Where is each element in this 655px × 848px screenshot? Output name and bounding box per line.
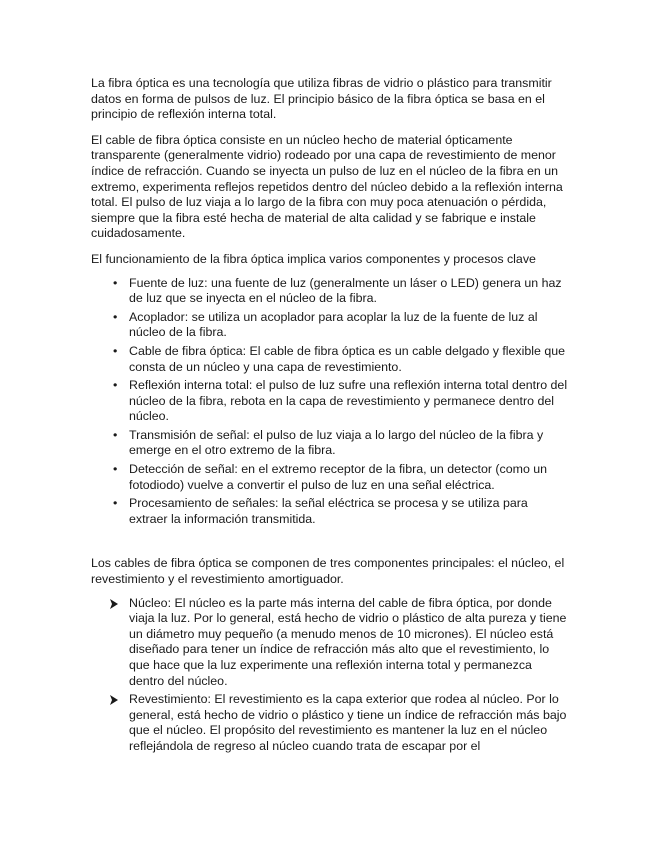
bullet-icon: •	[113, 309, 118, 324]
intro-paragraph: La fibra óptica es una tecnología que utiliza fibras de vidrio o plástico para transmitir datos en forma de pulsos de luz. El principio básico de la fibra óptica se basa en el principio de reflexión interna total.	[91, 76, 552, 122]
components-intro-paragraph: Los cables de fibra óptica se componen de tres componentes principales: el núcleo, el revestimiento y el revestimiento amortiguador.	[91, 556, 565, 587]
process-intro-paragraph: El funcionamiento de la fibra óptica implica varios componentes y procesos clave	[91, 251, 536, 266]
list-item: • Reflexión interna total: el pulso de luz sufre una reflexión interna total dentro del núcleo de la fibra, rebota en la capa de revestimiento y permanece dentro del núcleo.	[113, 378, 568, 424]
components-list	[91, 596, 569, 755]
list-item: • Fuente de luz: una fuente de luz (generalmente un láser o LED) genera un haz de luz que se inyecta en el núcleo de la fibra.	[113, 275, 562, 306]
list-item: • Procesamiento de señales: la señal eléctrica se procesa y se utiliza para extraer la información transmitida.	[113, 496, 528, 526]
arrow-bullet-icon	[109, 695, 119, 705]
list-item: Núcleo: El núcleo es la parte más interna del cable de fibra óptica, por donde viaja la luz. Por lo general, está hecho de vidrio o plástico de alta pureza y tiene un diámetro muy pequeño (a menudo menos de 10 micrones). El núcleo está diseñado para tener un índice de refracción más alto que el revestimiento, lo que hace que la luz experimente una reflexión interna total y permanezca dentro del núcleo.	[91, 596, 569, 690]
process-list	[91, 276, 569, 528]
bullet-icon: •	[113, 496, 118, 511]
list-item: • Cable de fibra óptica: El cable de fibra óptica es un cable delgado y flexible que consta de un núcleo y una capa de revestimiento.	[113, 343, 566, 374]
document-body	[91, 76, 569, 758]
bullet-icon: •	[113, 343, 118, 358]
list-item: • Transmisión de señal: el pulso de luz viaja a lo largo del núcleo de la fibra y emerge en el otro extremo de la fibra.	[113, 427, 544, 458]
list-item: • Detección de señal: en el extremo receptor de la fibra, un detector (como un fotodiodo) vuelve a convertir el pulso de luz en una señal eléctrica.	[113, 462, 548, 492]
bullet-icon: •	[113, 462, 118, 477]
cable-paragraph: El cable de fibra óptica consiste en un núcleo hecho de material ópticamente transparente (generalmente vidrio) rodeado por una capa de revestimiento de menor índice de refracción. Cuando se inyecta un pulso de luz en el núcleo de la fibra en un extremo, experimenta reflejos repetidos dentro del núcleo debido a la reflexión interna total. El pulso de luz viaja a lo largo de la fibra con muy poca atenuación o pérdida, siempre que la fibra esté hecha de material de alta calidad y se fabrique e instale cuidadosamente.	[91, 132, 563, 241]
bullet-icon: •	[113, 427, 118, 442]
bullet-icon: •	[113, 378, 118, 393]
list-item: Revestimiento: El revestimiento es la capa exterior que rodea al núcleo. Por lo general, está hecho de vidrio o plástico y tiene un índice de refracción más bajo que el núcleo. El propósito del revestimiento es mantener la luz en el núcleo reflejándola de regreso al núcleo cuando trata de escapar por el	[91, 692, 569, 754]
arrow-bullet-icon	[109, 599, 119, 609]
list-item: • Acoplador: se utiliza un acoplador para acoplar la luz de la fuente de luz al núcleo de la fibra.	[113, 309, 538, 340]
bullet-icon: •	[113, 275, 118, 290]
